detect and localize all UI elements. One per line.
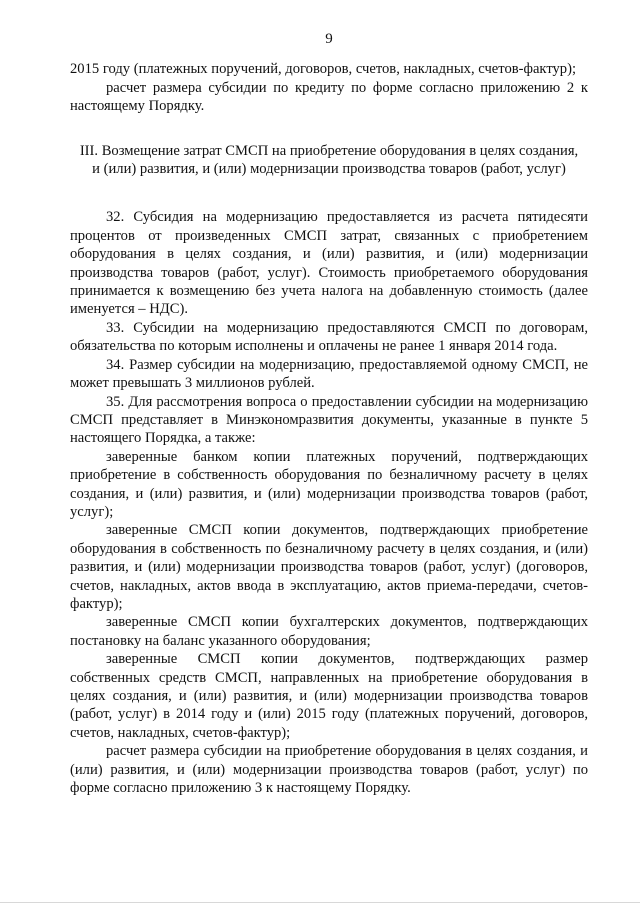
continuation-paragraph-1: 2015 году (платежных поручений, договоров, счетов, накладных, счетов-фактур);: [70, 61, 577, 78]
document-item-3: заверенные СМСП копии бухгалтерских документов, подтверждающих постановку на баланс указанного оборудования;: [70, 614, 588, 649]
section-heading: [70, 142, 588, 179]
paragraph-34: 34. Размер субсидии на модернизацию, предоставляемой одному СМСП, не может превышать 3 миллионов рублей.: [70, 356, 588, 392]
scan-edge-line: [0, 902, 640, 903]
page-number: 9: [325, 31, 333, 47]
document-item-4: заверенные СМСП копии документов, подтверждающих размер собственных средств СМСП, направленных на приобретение оборудования в целях создания, и (или) развития, и (или) модернизации производства товаров (работ, услуг) в 2014 году и (или) 2015 году (платежных поручений, договоров, счетов, накладных, счетов-фактур);: [70, 651, 588, 741]
document-item-2: заверенные СМСП копии документов, подтверждающих приобретение оборудования в собственность по безналичному расчету в целях создания, и (или) развития, и (или) модернизации производства товаров (работ, услуг) (договоров, счетов, накладных, актов ввода в эксплуатацию, актов приема-передачи, счетов-фактур);: [70, 522, 588, 612]
section-heading-line-1: III. Возмещение затрат СМСП на приобретение оборудования в целях создания,: [79, 142, 579, 159]
document-item-5: расчет размера субсидии на приобретение оборудования в целях создания, и (или) развития, и (или) модернизации производства товаров (работ, услуг) по форме согласно приложению 3 к настоящему Порядку.: [70, 743, 588, 797]
document-item-1: заверенные банком копии платежных поручений, подтверждающих приобретение в собственность оборудования по безналичному расчету в целях создания, и (или) развития, и (или) модернизации производства товаров (работ, услуг);: [70, 448, 588, 520]
paragraph-32: 32. Субсидия на модернизацию предоставляется из расчета пятидесяти процентов от произведенных СМСП затрат, связанных с приобретением оборудования в целях создания, и (или) развития, и (или) модернизации производства товаров (работ, услуг). Стоимость приобретаемого оборудования принимается к возмещению без учета налога на добавленную стоимость (далее именуется – НДС).: [70, 209, 588, 318]
paragraph-35: 35. Для рассмотрения вопроса о предоставлении субсидии на модернизацию СМСП представляет в Минэкономразвития документы, указанные в пункте 5 настоящего Порядка, а также:: [70, 393, 588, 447]
document-page: [70, 30, 588, 797]
section-heading-line-2: и (или) развития, и (или) модернизации производства товаров (работ, услуг): [92, 161, 566, 178]
continuation-paragraph-2: расчет размера субсидии по кредиту по форме согласно приложению 2 к настоящему Порядку.: [70, 79, 588, 115]
paragraph-33: 33. Субсидии на модернизацию предоставляются СМСП по договорам, обязательства по которым исполнены и оплачены не ранее 1 января 2014 года.: [70, 319, 588, 355]
